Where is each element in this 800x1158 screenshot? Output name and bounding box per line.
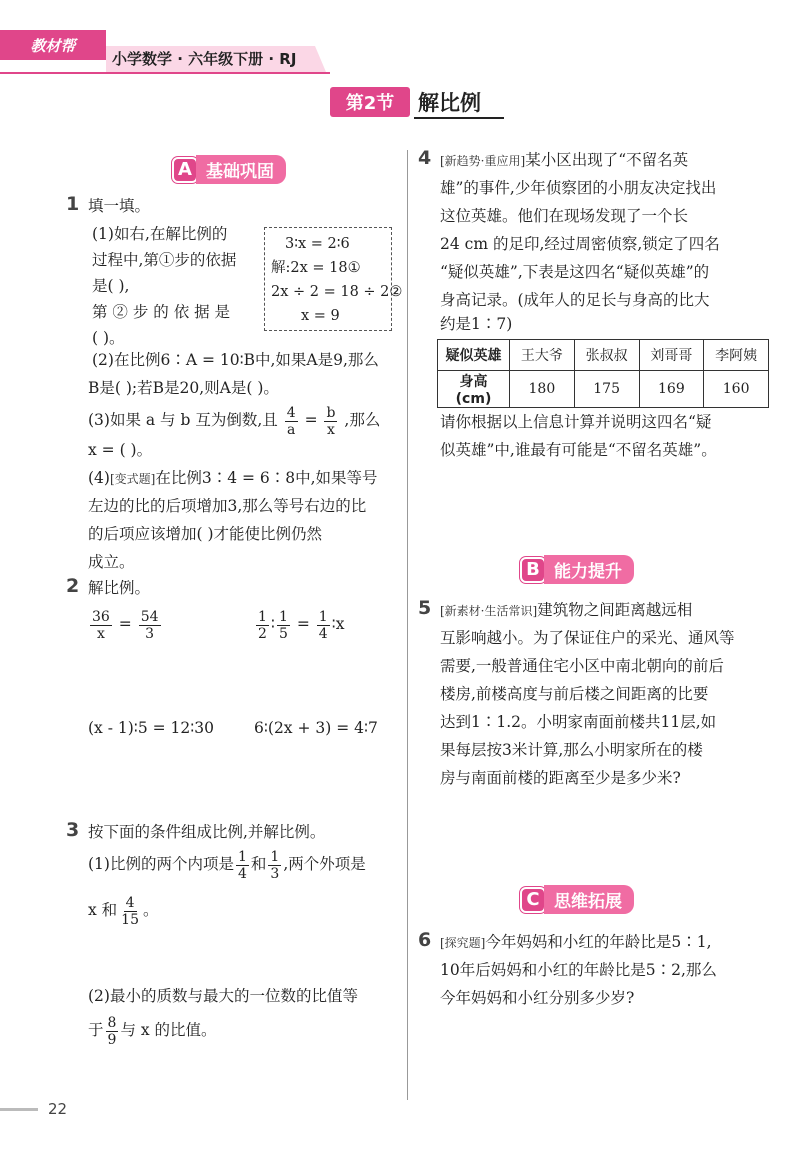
- equation-2: $\frac{1}{2}$ ∶ $\frac{1}{5}$ = $\frac{1}{4}$ ∶x: [258, 608, 345, 642]
- step-line-1: 解:2x = 18①: [271, 260, 361, 276]
- q1-part4-line3: 的后项应该增加( )才能使比例仍然: [88, 525, 323, 543]
- q6-line2: 10年后妈妈和小红的年龄比是5∶2,那么: [440, 961, 717, 979]
- q4-line3: 这位英雄。他们在现场发现了一个长: [440, 207, 689, 225]
- table-row: [438, 340, 769, 371]
- question-1-number: 1: [66, 193, 80, 215]
- material-tag: [新素材·生活常识]: [440, 604, 538, 618]
- q1-part1-line4: 第 ② 步 的 依 据 是: [92, 303, 231, 321]
- q4-ask-line1: 请你根据以上信息计算并说明这四名“疑: [440, 413, 712, 431]
- q5-line1: [新素材·生活常识]建筑物之间距离越远相: [440, 601, 693, 619]
- question-1-title: 填一填。: [88, 197, 151, 215]
- q4-line7: 约是1∶7): [440, 315, 513, 333]
- level-b-title: 能力提升: [544, 555, 634, 584]
- fraction-1-over-3-inner: $\frac{1}{3}$: [270, 848, 280, 882]
- question-3-title: 按下面的条件组成比例,并解比例。: [88, 823, 326, 841]
- q1-part1-line3: 是( ),: [92, 277, 130, 295]
- fraction-4-over-a: $\frac{4}{a}$: [286, 404, 296, 438]
- column-divider: [407, 150, 408, 1100]
- q5-line5: 达到1∶1.2。小明家南面前楼共11层,如: [440, 713, 717, 731]
- table-cell-name: 李阿姨: [704, 340, 769, 371]
- table-cell-name: 张叔叔: [574, 340, 639, 371]
- q5-line2: 互影响越小。为了保证住户的采光、通风等: [440, 629, 735, 647]
- q3-part2-line1: (2)最小的质数与最大的一位数的比值等: [88, 987, 358, 1005]
- page-number: 22: [48, 1100, 68, 1118]
- q5-line6: 果每层按3米计算,那么小明家所在的楼: [440, 741, 703, 759]
- fraction-4-over-15: $\frac{4}{15}$: [121, 894, 139, 928]
- footer-rule: [0, 1108, 38, 1111]
- q5-line4: 楼房,前楼高度与前后楼之间距离的比要: [440, 685, 709, 703]
- q6-line3: 今年妈妈和小红分别多少岁?: [440, 989, 635, 1007]
- section-badge: 第2节: [330, 87, 410, 117]
- header-rule: [0, 72, 330, 74]
- level-b-letter: B: [520, 557, 546, 583]
- q1-part2-line2: B是( );若B是20,则A是( )。: [88, 379, 279, 397]
- header-subtitle: 小学数学 · 六年级下册 · RJ: [112, 50, 297, 68]
- q1-part1-line5: ( )。: [92, 329, 125, 347]
- q4-line5: “疑似英雄”,下表是这四名“疑似英雄”的: [440, 263, 710, 281]
- level-a-header: [172, 155, 286, 184]
- question-2-title: 解比例。: [88, 579, 151, 597]
- q5-line3: 需要,一般普通住宅小区中南北朝向的前后: [440, 657, 724, 675]
- table-header-suspect: 疑似英雄: [438, 340, 510, 371]
- q1-part4-line4: 成立。: [88, 553, 135, 571]
- q1-part3-line2: x = ( )。: [88, 441, 153, 459]
- table-cell-height: 180: [510, 371, 575, 408]
- section-title-underline: [414, 117, 504, 119]
- q1-part3-line1: [88, 402, 380, 438]
- q1-part3-eq: =: [304, 411, 323, 429]
- step-line-3: x = 9: [301, 308, 340, 324]
- step-line-0: 3∶x = 2∶6: [285, 236, 350, 252]
- brand-tag: 教材帮: [0, 30, 106, 60]
- table-cell-name: 刘哥哥: [639, 340, 704, 371]
- level-a-title: 基础巩固: [196, 155, 286, 184]
- q4-line6: 身高记录。(成年人的足长与身高的比大: [440, 291, 710, 309]
- question-4-number: 4: [418, 147, 432, 169]
- q4-line4: 24 cm 的足印,经过周密侦察,锁定了四名: [440, 235, 720, 253]
- fraction-1-over-4-inner: $\frac{1}{4}$: [237, 848, 247, 882]
- q3-part2-line2: 于 $\frac{8}{9}$ 与 x 的比值。: [88, 1014, 217, 1048]
- q6-line1: [探究题]今年妈妈和小红的年龄比是5∶1,: [440, 933, 712, 951]
- level-b-header: [520, 555, 634, 584]
- step-line-2: 2x ÷ 2 = 18 ÷ 2②: [271, 284, 403, 300]
- q1-part4-line1: (4)[变式题]在比例3∶4 = 6∶8中,如果等号: [88, 469, 378, 487]
- equation-4: 6∶(2x + 3) = 4∶7: [254, 719, 378, 737]
- explore-tag: [探究题]: [440, 936, 486, 950]
- table-cell-height: 175: [574, 371, 639, 408]
- question-5-number: 5: [418, 597, 432, 619]
- q4-line2: 雄”的事件,少年侦察团的小朋友决定找出: [440, 179, 717, 197]
- q1-part3-post: ,那么: [344, 411, 381, 429]
- q4-line1: [新趋势·重应用]某小区出现了“不留名英: [440, 151, 689, 169]
- fraction-b-over-x: $\frac{b}{x}$: [326, 404, 336, 438]
- variant-tag: [变式题]: [109, 472, 156, 486]
- equation-1: $\frac{36}{x}$ = $\frac{54}{3}$: [92, 608, 159, 642]
- q1-part2-line1: (2)在比例6∶A = 10∶B中,如果A是9,那么: [92, 351, 379, 369]
- solution-steps-box: [264, 227, 403, 331]
- fraction-1-over-2: $\frac{1}{2}$: [258, 608, 267, 642]
- table-header-height: 身高(cm): [438, 371, 510, 408]
- q3-part1-line1: (1)比例的两个内项是 $\frac{1}{4}$ 和 $\frac{1}{3}$ ,两个外项是: [88, 848, 366, 882]
- q3-part1-line2: x 和 $\frac{4}{15}$ 。: [88, 894, 159, 928]
- question-6-number: 6: [418, 929, 432, 951]
- q1-part3-pre: (3)如果 a 与 b 互为倒数,且: [88, 411, 278, 429]
- level-c-title: 思维拓展: [544, 885, 634, 914]
- fraction-1-over-4: $\frac{1}{4}$: [318, 608, 328, 642]
- q1-part4-line2: 左边的比的后项增加3,那么等号右边的比: [88, 497, 367, 515]
- table-row: [438, 371, 769, 408]
- fraction-54-over-3: $\frac{54}{3}$: [140, 608, 159, 642]
- table-cell-height: 169: [639, 371, 704, 408]
- level-a-letter: A: [172, 157, 198, 183]
- q1-part1-line2: 过程中,第①步的依据: [92, 251, 237, 269]
- fraction-1-over-5: $\frac{1}{5}$: [278, 608, 288, 642]
- fraction-8-over-9: $\frac{8}{9}$: [107, 1014, 117, 1048]
- section-title: 解比例: [418, 91, 481, 115]
- q1-part1-line1: (1)如右,在解比例的: [92, 225, 228, 243]
- question-2-number: 2: [66, 575, 80, 597]
- q5-line7: 房与南面前楼的距离至少是多少米?: [440, 769, 681, 787]
- level-c-letter: C: [520, 887, 546, 913]
- table-cell-name: 王大爷: [510, 340, 575, 371]
- suspect-height-table: [437, 339, 769, 408]
- q4-ask-line2: 似英雄”中,谁最有可能是“不留名英雄”。: [440, 441, 717, 459]
- fraction-36-over-x: $\frac{36}{x}$: [92, 608, 110, 642]
- level-c-header: [520, 885, 634, 914]
- equation-3: (x - 1)∶5 = 12∶30: [88, 719, 215, 737]
- question-3-number: 3: [66, 819, 80, 841]
- table-cell-height: 160: [704, 371, 769, 408]
- trend-tag: [新趋势·重应用]: [440, 154, 526, 168]
